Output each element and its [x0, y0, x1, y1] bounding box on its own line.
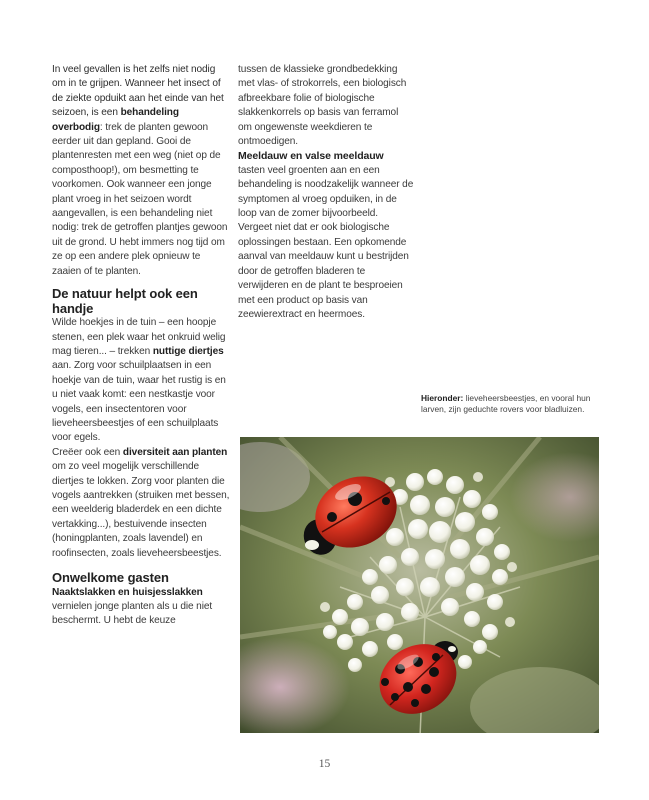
- highlight-nuttige-diertjes: nuttige diertjes: [152, 345, 224, 357]
- caption-label: Hieronder:: [421, 393, 464, 403]
- middle-text-column: [238, 63, 414, 322]
- natuur-paragraph-2: Creëer ook een diversiteit aan planten om zo veel mogelijk verschillende diertjes te lokken. Zorg voor planten die vogels aantrekken (struiken met bessen, een weelderig bladerdek en een dichte vertakking...), bestuivende insecten (honingplanten, zoals lavendel) en roofinsecten, zoals lieveheersbeestjes.: [52, 446, 230, 559]
- section-title-natuur: De natuur helpt ook een handje: [52, 286, 198, 316]
- mid-paragraph-1: tussen de klassieke grondbedekking met vlas- of strokorrels, een biologisch afbreekbare folie of biologische slakkenkorrels op basis van ferramol om ongewenste weekdieren te ontmoedigen.: [238, 64, 407, 148]
- section-title-meeldauw: Meeldauw en valse meeldauw: [238, 150, 384, 163]
- page-number: 15: [318, 758, 331, 770]
- caption-text: lieveheersbeestjes, en vooral hun larven, zijn geduchte rovers voor bladluizen.: [421, 393, 591, 414]
- section-title-onwelkome-gasten: Onwelkome gasten: [52, 570, 169, 585]
- mid-paragraph-2: tasten veel groenten aan en een behandeling is noodzakelijk wanneer de symptomen al vroeg opduiken, in de loop van de zomer bijvoorbeeld. Vergeet niet dat er ook biologische oplossingen bestaan. Een opkomende aanval van meeldauw kunt u bestrijden door de getroffen bladeren te verwijderen en de plant te besproeien met een product op basis van zeewierextract en heermoes.: [238, 164, 414, 320]
- highlight-slakken: Naaktslakken en huisjesslakken: [52, 586, 203, 598]
- left-text-column: [52, 63, 230, 629]
- intro-paragraph: In veel gevallen is het zelfs niet nodig om in te grijpen. Wanneer het insect of de ziekte opduikt aan het einde van het seizoen, is een behandeling overbodig: trek de planten gewoon eerder uit dan gepland. Gooi de plantenresten met een weg (niet op de composthoop!), om besmetting te voorkomen. Ook wanneer een jonge plant vroeg in het seizoen wordt aangevallen, is een behandeling niet nodig: trek de getroffen plantjes gewoon uit de grond. U hebt immers nog tijd om ze op een andere plek opnieuw te zaaien of te planten.: [52, 64, 228, 277]
- photo-caption: [421, 393, 599, 415]
- gasten-paragraph: Naaktslakken en huisjesslakken vernielen jonge planten als u die niet beschermt. U hebt de keuze: [52, 586, 213, 627]
- ladybug-illustration: [240, 437, 599, 733]
- highlight-diversiteit: diversiteit aan planten: [122, 446, 228, 458]
- highlight-behandeling: behandeling overbodig: [52, 107, 179, 133]
- ladybug-photo: [240, 437, 599, 733]
- natuur-paragraph-1: Wilde hoekjes in de tuin – een hoopje stenen, een plek waar het onkruid welig mag tieren... – trekken nuttige diertjes aan. Zorg voor schuilplaatsen in een hoekje van de tuin, waar het rustig is en u niet vaak komt: een nestkastje voor vogels, een insectentoren voor lieveheersbeestjes of een schuilplaats voor egels.: [52, 317, 226, 444]
